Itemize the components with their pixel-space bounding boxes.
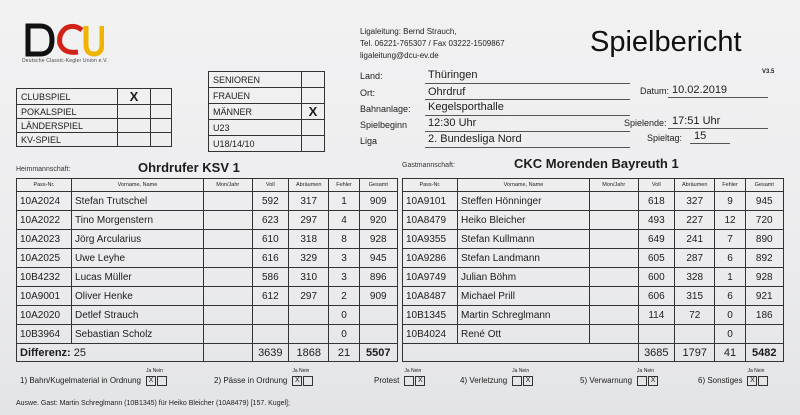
home-player-row [17, 192, 398, 211]
score-gesamt[interactable]: 921 [745, 287, 783, 306]
nein-caption: Nein [152, 368, 163, 375]
check-item [460, 368, 533, 386]
check-item-label: 1) Bahn/Kugelmaterial in Ordnung [20, 376, 141, 386]
category-label: FRAUEN [209, 88, 302, 104]
birth-month[interactable] [589, 230, 638, 249]
guest-player-row [403, 268, 784, 287]
score-abraeumen[interactable]: 310 [288, 268, 328, 287]
ja-checkbox[interactable] [512, 376, 522, 386]
birth-month[interactable] [203, 192, 252, 211]
home-player-row [17, 211, 398, 230]
league-contact-line: ligaleitung@dcu-ev.de [360, 51, 439, 60]
nein-caption: Nein [411, 368, 422, 375]
score-fehler[interactable]: 0 [329, 325, 359, 344]
score-fehler[interactable]: 0 [329, 306, 359, 325]
score-abraeumen[interactable]: 287 [674, 249, 714, 268]
score-voll[interactable]: 616 [252, 249, 288, 268]
col-fehler: Fehler [715, 179, 745, 192]
birth-month[interactable] [589, 211, 638, 230]
score-gesamt[interactable]: 928 [359, 230, 397, 249]
check-item [20, 368, 167, 386]
pass-number[interactable]: 10A9001 [17, 287, 72, 306]
player-name[interactable]: Uwe Leyhe [72, 249, 204, 268]
ja-nein-caption [404, 368, 421, 374]
pass-number[interactable]: 10A9355 [403, 230, 458, 249]
category-mark[interactable] [302, 72, 325, 88]
birth-month[interactable] [589, 287, 638, 306]
score-abraeumen[interactable]: 329 [288, 249, 328, 268]
pass-number[interactable]: 10A9286 [403, 249, 458, 268]
score-voll[interactable]: 612 [252, 287, 288, 306]
land-value[interactable]: Thüringen [428, 69, 478, 81]
player-name[interactable]: Detlef Strauch [72, 306, 204, 325]
player-name[interactable]: Oliver Henke [72, 287, 204, 306]
home-player-row [17, 325, 398, 344]
birth-month[interactable] [589, 192, 638, 211]
pass-number[interactable]: 10B4232 [17, 268, 72, 287]
pass-number[interactable]: 10B1345 [403, 306, 458, 325]
home-total-abr: 1868 [288, 344, 328, 362]
bahnanlage-value[interactable]: Kegelsporthalle [428, 101, 504, 113]
ort-label: Ort: [360, 88, 375, 98]
ja-checkbox[interactable]: X [146, 376, 156, 386]
score-gesamt[interactable] [745, 325, 783, 344]
col-ges: Gesamt [359, 179, 397, 192]
pass-number[interactable]: 10B3964 [17, 325, 72, 344]
ja-checkbox[interactable] [404, 376, 414, 386]
game-type-row [17, 119, 172, 133]
guest-player-row [403, 249, 784, 268]
col-mon: Mon/Jahr [203, 179, 252, 192]
game-type-mark[interactable] [118, 133, 151, 147]
player-name[interactable]: Martin Schreglmann [458, 306, 590, 325]
pass-number[interactable]: 10A2023 [17, 230, 72, 249]
check-boxes [511, 368, 533, 385]
birth-month[interactable] [589, 249, 638, 268]
col-abr: Abräumen [288, 179, 328, 192]
ja-caption: Ja [292, 368, 298, 375]
ja-checkbox[interactable]: X [292, 376, 302, 386]
score-gesamt[interactable]: 945 [745, 192, 783, 211]
score-voll[interactable] [252, 325, 288, 344]
game-type-row [17, 89, 172, 105]
score-gesamt[interactable]: 186 [745, 306, 783, 325]
score-gesamt[interactable]: 909 [359, 192, 397, 211]
col-mon: Mon/Jahr [589, 179, 638, 192]
score-fehler[interactable]: 1 [715, 268, 745, 287]
birth-month[interactable] [203, 249, 252, 268]
ja-caption: Ja [747, 368, 753, 375]
ja-caption: Ja [512, 368, 518, 375]
home-total-ges: 5507 [359, 344, 397, 362]
score-voll[interactable]: 586 [252, 268, 288, 287]
guest-player-row [403, 230, 784, 249]
ja-caption: Ja [145, 368, 152, 375]
score-fehler[interactable]: 6 [715, 287, 745, 306]
category-mark[interactable] [302, 136, 325, 152]
score-fehler[interactable]: 1 [329, 192, 359, 211]
home-total-fehler: 21 [329, 344, 359, 362]
pass-number[interactable]: 10A2024 [17, 192, 72, 211]
score-fehler[interactable]: 3 [329, 268, 359, 287]
score-voll[interactable]: 600 [638, 268, 674, 287]
category-row [209, 88, 325, 104]
score-fehler[interactable]: 12 [715, 211, 745, 230]
score-abraeumen[interactable]: 317 [288, 192, 328, 211]
ja-nein-caption [637, 368, 654, 374]
category-mark[interactable] [302, 120, 325, 136]
birth-month[interactable] [589, 306, 638, 325]
score-abraeumen[interactable]: 227 [674, 211, 714, 230]
col-voll: Voll [638, 179, 674, 192]
spieltag-value[interactable]: 15 [694, 130, 707, 142]
score-voll[interactable]: 623 [252, 211, 288, 230]
guest-team-label: Gastmannschaft: [402, 162, 455, 169]
col-voll: Voll [252, 179, 288, 192]
pass-number[interactable]: 10A2025 [17, 249, 72, 268]
liga-label: Liga [360, 136, 378, 146]
category-table [208, 71, 325, 152]
game-type-label: CLUBSPIEL [17, 89, 118, 105]
guest-total-fehler: 41 [715, 344, 745, 362]
diff-value: 25 [73, 346, 87, 359]
birth-month[interactable] [589, 268, 638, 287]
score-abraeumen[interactable]: 315 [674, 287, 714, 306]
page-title: Spielbericht [590, 26, 742, 58]
ja-checkbox[interactable]: X [747, 376, 757, 386]
version-label: V3.5 [762, 69, 775, 75]
spielende-value[interactable]: 17:51 Uhr [672, 115, 721, 127]
pass-number[interactable]: 10A9749 [403, 268, 458, 287]
diff-label: Differenz: [20, 346, 71, 359]
player-name[interactable]: Jörg Arcularius [72, 230, 204, 249]
check-boxes [145, 368, 167, 385]
check-item-label: 4) Verletzung [460, 376, 508, 386]
category-label: SENIOREN [209, 72, 302, 88]
home-players-table [16, 178, 398, 362]
guest-player-row [403, 287, 784, 306]
score-abraeumen[interactable]: 318 [288, 230, 328, 249]
category-label: MÄNNER [209, 104, 302, 120]
score-fehler[interactable]: 3 [329, 249, 359, 268]
birth-month[interactable] [203, 306, 252, 325]
nein-caption: Nein [518, 368, 530, 375]
score-voll[interactable] [252, 306, 288, 325]
game-type-row [17, 133, 172, 147]
guest-header-row [403, 179, 784, 192]
ja-caption: Ja [404, 368, 410, 375]
nein-caption: Nein [754, 368, 765, 375]
birth-month[interactable] [203, 325, 252, 344]
score-abraeumen[interactable] [674, 325, 714, 344]
spielbeginn-value[interactable]: 12:30 Uhr [428, 117, 477, 129]
score-abraeumen[interactable]: 297 [288, 287, 328, 306]
player-name[interactable]: Tino Morgenstern [72, 211, 204, 230]
check-item [698, 368, 768, 386]
nein-caption: Nein [299, 368, 310, 375]
spielbeginn-label: Spielbeginn [360, 120, 408, 130]
nein-checkbox[interactable]: X [648, 376, 658, 386]
pass-number[interactable]: 10A2020 [17, 306, 72, 325]
score-fehler[interactable]: 6 [715, 249, 745, 268]
datum-value[interactable]: 10.02.2019 [672, 84, 728, 96]
score-voll[interactable]: 592 [252, 192, 288, 211]
score-fehler[interactable]: 8 [329, 230, 359, 249]
ja-caption: Ja [637, 368, 643, 375]
score-abraeumen[interactable] [288, 325, 328, 344]
game-type-table [16, 88, 172, 147]
player-name[interactable]: Stefan Kullmann [458, 230, 590, 249]
player-name[interactable]: Stefan Landmann [458, 249, 590, 268]
spielende-label: Spielende: [624, 118, 667, 128]
score-fehler[interactable]: 2 [329, 287, 359, 306]
guest-team-name: CKC Morenden Bayreuth 1 [514, 156, 679, 171]
guest-player-row [403, 325, 784, 344]
spieltag-label: Spieltag: [647, 133, 683, 143]
ort-value[interactable]: Ohrdruf [428, 86, 466, 98]
liga-value[interactable]: 2. Bundesliga Nord [428, 133, 522, 145]
score-voll[interactable]: 649 [638, 230, 674, 249]
player-name[interactable]: René Ott [458, 325, 590, 344]
score-fehler[interactable]: 0 [715, 306, 745, 325]
home-total-voll: 3639 [252, 344, 288, 362]
footer-note: Auswe. Gast: Martin Schreglmann (10B1345) für Heiko Bleicher (10A8479) [157. Kugel]; [16, 400, 290, 407]
score-voll[interactable]: 606 [638, 287, 674, 306]
game-type-label: LÄNDERSPIEL [17, 119, 118, 133]
guest-player-row [403, 211, 784, 230]
score-voll[interactable]: 610 [252, 230, 288, 249]
score-abraeumen[interactable]: 328 [674, 268, 714, 287]
guest-totals-row [403, 344, 784, 362]
check-item-label: 2) Pässe in Ordnung [214, 376, 288, 386]
nein-checkbox[interactable] [157, 376, 167, 386]
score-fehler[interactable]: 9 [715, 192, 745, 211]
home-player-row [17, 306, 398, 325]
guest-player-row [403, 306, 784, 325]
guest-player-row [403, 192, 784, 211]
score-fehler[interactable]: 0 [715, 325, 745, 344]
score-voll[interactable]: 605 [638, 249, 674, 268]
category-label: U18/14/10 [209, 136, 302, 152]
pass-number[interactable]: 10A2022 [17, 211, 72, 230]
bahnanlage-label: Bahnanlage: [360, 104, 411, 114]
ja-nein-caption [747, 368, 764, 374]
col-pass: Pass-Nr. [403, 179, 458, 192]
score-voll[interactable]: 493 [638, 211, 674, 230]
game-type-mark[interactable] [118, 105, 151, 119]
game-type-label: KV-SPIEL [17, 133, 118, 147]
guest-players-table [402, 178, 784, 362]
nein-checkbox[interactable] [303, 376, 313, 386]
score-fehler[interactable]: 7 [715, 230, 745, 249]
nein-checkbox[interactable]: X [415, 376, 425, 386]
check-boxes [403, 368, 425, 385]
score-gesamt[interactable]: 890 [745, 230, 783, 249]
player-name[interactable]: Julian Böhm [458, 268, 590, 287]
score-abraeumen[interactable]: 327 [674, 192, 714, 211]
check-boxes [291, 368, 313, 385]
category-label: U23 [209, 120, 302, 136]
col-name: Vorname, Name [458, 179, 590, 192]
category-row [209, 72, 325, 88]
score-gesamt[interactable] [359, 306, 397, 325]
score-voll[interactable] [638, 325, 674, 344]
score-gesamt[interactable]: 892 [745, 249, 783, 268]
league-contact-line: Ligaleitung: Bernd Strauch, [360, 27, 457, 36]
player-name[interactable]: Steffen Hönninger [458, 192, 590, 211]
game-type-row [17, 105, 172, 119]
home-player-row [17, 230, 398, 249]
check-item-label: Protest [374, 376, 400, 386]
pass-number[interactable]: 10A8479 [403, 211, 458, 230]
birth-month[interactable] [203, 268, 252, 287]
col-abr: Abräumen [674, 179, 714, 192]
home-team-label: Heimmannschaft: [16, 166, 71, 173]
league-contact-line: Tel. 06221-765307 / Fax 03222-1509867 [360, 39, 505, 48]
game-type-mark[interactable] [118, 119, 151, 133]
category-row [209, 104, 325, 120]
player-name[interactable]: Sebastian Scholz [72, 325, 204, 344]
check-item [580, 368, 658, 386]
score-voll[interactable]: 114 [638, 306, 674, 325]
game-type-label: POKALSPIEL [17, 105, 118, 119]
check-item-label: 5) Verwarnung [580, 376, 633, 386]
nein-checkbox[interactable]: X [523, 376, 533, 386]
score-gesamt[interactable]: 920 [359, 211, 397, 230]
check-boxes [746, 368, 768, 385]
pass-number[interactable]: 10B4024 [403, 325, 458, 344]
col-fehler: Fehler [329, 179, 359, 192]
birth-month[interactable] [203, 230, 252, 249]
guest-total-voll: 3685 [638, 344, 674, 362]
category-mark[interactable] [302, 88, 325, 104]
pass-number[interactable]: 10A9101 [403, 192, 458, 211]
score-gesamt[interactable]: 909 [359, 287, 397, 306]
home-totals-row [17, 344, 398, 362]
league-contact [360, 26, 505, 62]
home-player-row [17, 268, 398, 287]
home-player-row [17, 249, 398, 268]
score-abraeumen[interactable]: 297 [288, 211, 328, 230]
birth-month[interactable] [589, 325, 638, 344]
home-player-row [17, 287, 398, 306]
check-item [374, 368, 425, 386]
player-name[interactable]: Lucas Müller [72, 268, 204, 287]
score-abraeumen[interactable]: 241 [674, 230, 714, 249]
ja-nein-caption [292, 368, 309, 374]
category-row [209, 120, 325, 136]
score-gesamt[interactable]: 945 [359, 249, 397, 268]
check-item-label: 6) Sonstiges [698, 376, 743, 386]
score-gesamt[interactable]: 896 [359, 268, 397, 287]
col-pass: Pass-Nr. [17, 179, 72, 192]
score-voll[interactable]: 618 [638, 192, 674, 211]
player-name[interactable]: Heiko Bleicher [458, 211, 590, 230]
score-fehler[interactable]: 4 [329, 211, 359, 230]
home-team-name: Ohrdrufer KSV 1 [138, 160, 240, 175]
guest-total-ges: 5482 [745, 344, 783, 362]
guest-total-abr: 1797 [674, 344, 714, 362]
player-name[interactable]: Stefan Trutschel [72, 192, 204, 211]
score-gesamt[interactable]: 928 [745, 268, 783, 287]
check-item [214, 368, 313, 386]
score-abraeumen[interactable]: 72 [674, 306, 714, 325]
ja-checkbox[interactable] [637, 376, 647, 386]
datum-label: Datum: [640, 86, 670, 96]
game-type-mark[interactable]: X [118, 89, 151, 105]
score-gesamt[interactable] [359, 325, 397, 344]
pass-number[interactable]: 10A8487 [403, 287, 458, 306]
col-name: Vorname, Name [72, 179, 204, 192]
player-name[interactable]: Michael Prill [458, 287, 590, 306]
ja-nein-caption [146, 368, 163, 374]
check-boxes [636, 368, 658, 385]
home-header-row [17, 179, 398, 192]
nein-caption: Nein [643, 368, 654, 375]
col-ges: Gesamt [745, 179, 783, 192]
logo-subtitle: Deutsche Classic-Kegler Union e.V. [22, 58, 108, 64]
category-mark[interactable]: X [302, 104, 325, 120]
nein-checkbox[interactable] [758, 376, 768, 386]
ja-nein-caption [512, 368, 529, 374]
land-label: Land: [360, 71, 383, 81]
score-abraeumen[interactable] [288, 306, 328, 325]
score-gesamt[interactable]: 720 [745, 211, 783, 230]
birth-month[interactable] [203, 287, 252, 306]
category-row [209, 136, 325, 152]
birth-month[interactable] [203, 211, 252, 230]
